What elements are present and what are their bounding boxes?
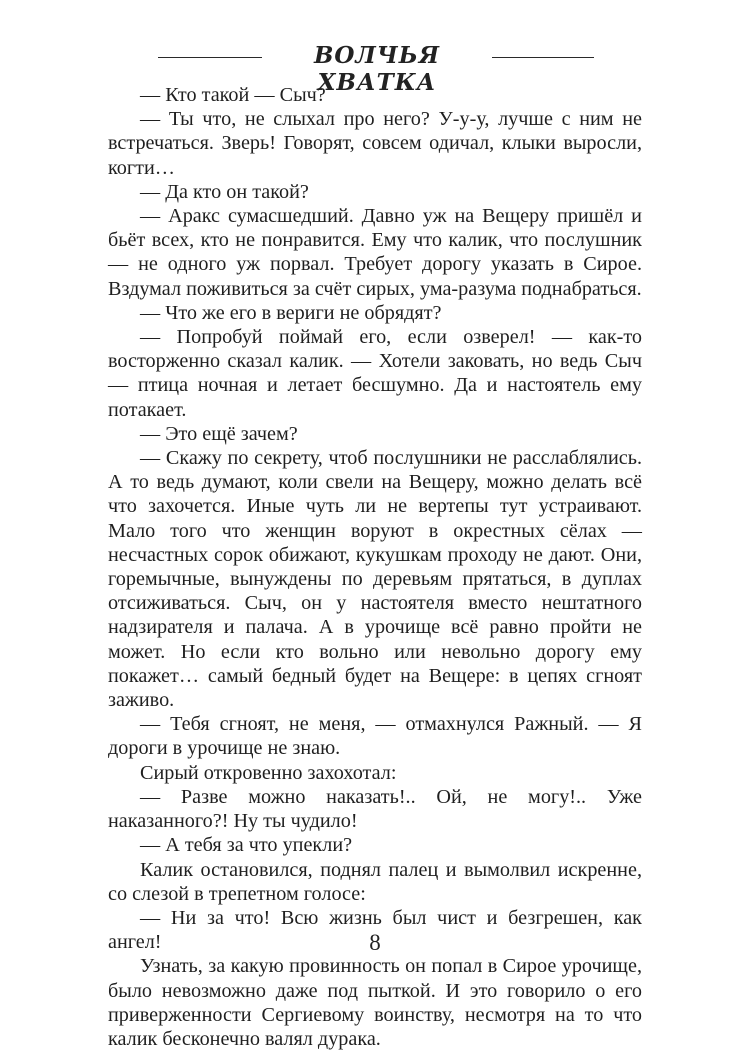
paragraph: — Разве можно наказать!.. Ой, не могу!.. Уже наказанного?! Ну ты чудило! [108, 785, 642, 833]
paragraph: — Да кто он такой? [140, 180, 309, 203]
header-rule-left [158, 57, 262, 58]
paragraph: Сирый откровенно захохотал: [140, 761, 397, 784]
running-title: ВОЛЧЬЯ ХВАТКА [313, 42, 441, 96]
paragraph: Калик остановился, поднял палец и вымолвил искренне, со слезой в трепетном голосе: [108, 858, 642, 905]
paragraph: — Что же его в вериги не обрядят? [140, 301, 442, 324]
paragraph: — Ни за что! Всю жизнь был чист и безгрешен, как ангел! [108, 906, 642, 954]
paragraph: — Кто такой — Сыч? [140, 84, 326, 106]
paragraph: — А тебя за что упекли? [140, 834, 353, 857]
paragraph: — Попробуй поймай его, если озверел! — как-то восторженно сказал калик. — Хотели заковать, но ведь Сыч — птица ночная и летает бесшумно. Да и настоятель ему потакает. [108, 326, 642, 421]
paragraph: — Аракс сумасшедший. Давно уж на Вещеру пришёл и бьёт всех, кто не понравится. Ему что калик, что послушник — не одного уж порвал. Требует дорогу указать в Сирое. Вздумал поживиться за счёт сирых, ума-разума поднабраться. [108, 205, 642, 300]
paragraph: — Тебя сгноят, не меня, — отмахнулся Ражный. — Я дороги в урочище не знаю. [108, 713, 642, 760]
paragraph: — Это ещё зачем? [140, 422, 298, 445]
header-rule-right [492, 57, 594, 58]
page-number: 8 [369, 930, 381, 955]
body-text [108, 83, 642, 1051]
paragraph: Узнать, за какую провинность он попал в Сирое урочище, было невозможно даже под пыткой. И это говорило о его приверженности Сергиевому воинству, несмотря на то что калик бесконечно валял дурака. [108, 955, 642, 1050]
paragraph: — Ты что, не слыхал про него? У-у-у, лучше с ним не встречаться. Зверь! Говорят, совсем одичал, клыки выросли, когти… [108, 108, 642, 179]
paragraph: — Скажу по секрету, чтоб послушники не расслаблялись. А то ведь думают, коли свели на Вещеру, можно делать всё что захочется. Иные чуть ли не вертепы тут устраивают. Мало того что женщин воруют в окрестных сёлах — несчастных сорок обижают, кукушкам проходу не дают. Они, горемычные, вынуждены по деревьям прятаться, в дуплах отсиживаться. Сыч, он у настоятеля вместо нештатного надзирателя и палача. А в урочище всё равно пройти не может. Но если кто вольно или невольно дорогу ему покажет… самый бедный будет на Вещере: в цепях сгноят заживо. [108, 447, 642, 712]
